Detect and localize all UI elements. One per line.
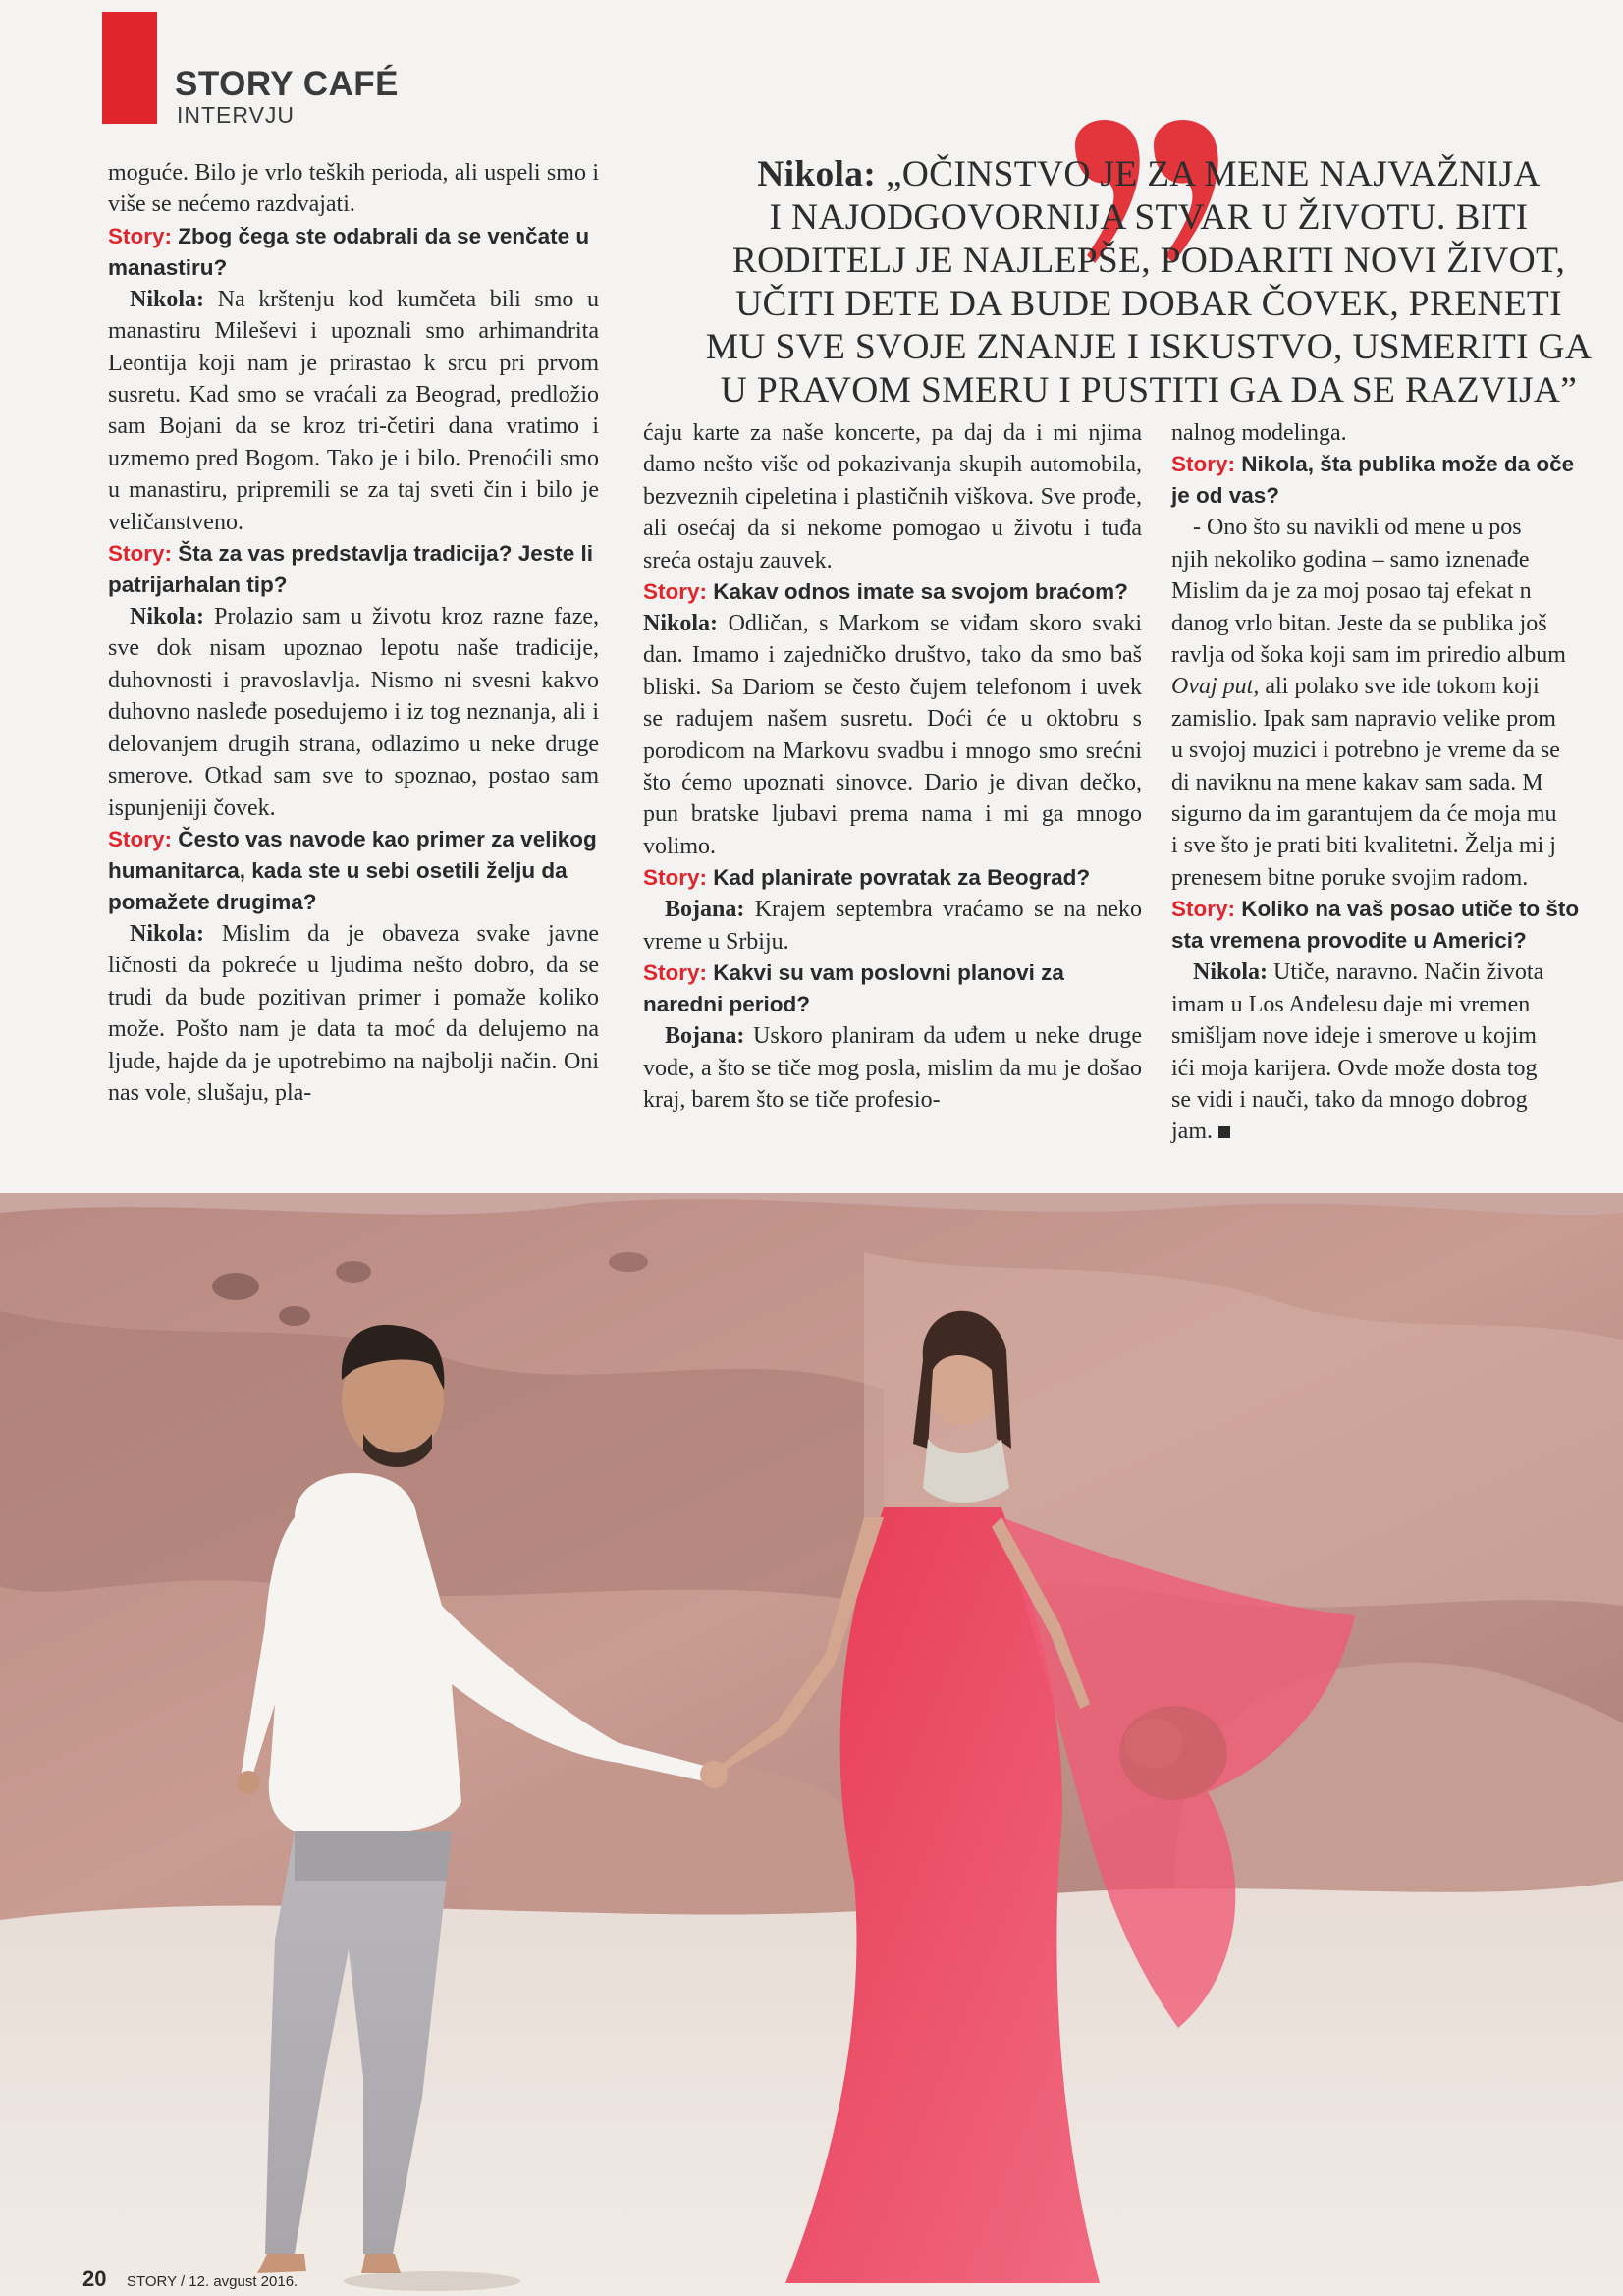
article-column-3 [1171,417,1623,1148]
interview-question [643,957,1142,1020]
answer-line: njih nekoliko godina – samo iznenađe [1171,546,1530,573]
question-label: Story: [108,826,173,851]
question-text: Kakvi su vam poslovni planovi za naredni period? [643,960,1064,1017]
question-text: Kakav odnos imate sa svojom braćom? [713,579,1128,605]
section-subtitle: INTERVJU [177,102,296,128]
interview-question [1171,449,1623,480]
question-label: Story: [108,223,173,248]
answer-line [1171,671,1623,702]
question-text: Često vas navode kao primer za velikog humanitarca, kada ste u sebi osetili želju da pomažete drugima? [108,826,597,914]
interview-question-cont: sta vremena provodite u Americi? [1171,928,1527,954]
question-label: Story: [108,541,173,567]
question-label: Story: [1171,452,1236,477]
interview-answer [108,601,599,824]
answer-text: Prolazio sam u životu kroz razne faze, sve dok nisam upoznao lepotu naše tradicije, duhovnosti i pravoslavlja. Nismo ni svesni kakvo duhovno nasleđe posedujemo i iz tog neznanja, ali i delovanjem drugih strana, odlazimo u neke druge smerove. Otkad sam sve to spoznao, postao sam ispunjeniji čovek. [108,604,600,821]
album-title: Ovaj put, [1171,674,1260,700]
answer-line: i sve što je prati biti kvalitetni. Želja mi j [1171,833,1556,859]
paragraph: moguće. Bilo je vrlo teških perioda, ali uspeli smo i više se nećemo razdvajati. [108,160,599,218]
page-footer [82,2267,298,2292]
section-accent-bar [102,12,157,124]
pull-quote-line: I NAJODGOVORNIJA STVAR U ŽIVOTU. BITI [769,197,1529,238]
interview-answer [108,284,599,538]
answer-text: Odličan, s Markom se viđam skoro svaki dan. Imamo i zajedničko društvo, tako da smo baš bliski. Sa Dariom se često čujem telefonom i uvek se radujem našem susretu. Doći će u oktobru s porodicom na Markovu svadbu i mnogo smo srećni što ćemo upoznati sinovce. Dario je divan dečko, pun bratske ljubavi prema nama i mi ga mnogo volimo. [643,611,1142,859]
answer-text: Na krštenju kod kumčeta bili smo u manastiru Mileševi i upoznali smo arhimandrita Leontija koji nam je prirastao k srcu pri prvom susretu. Kad smo se vraćali za Beograd, predložio sam Bojani da se kroz tri-četiri dana vratimo i uzmemo pred Bogom. Tako je i bilo. Prenoćili smo u manastiru, pripremili se za taj sveti čin i bilo je veličanstveno. [108,286,599,535]
question-label: Story: [1171,897,1236,922]
end-of-article-icon [1218,1126,1230,1138]
answer-line: sigurno da im garantujem da će moja mu [1171,801,1557,828]
question-text: Zbog čega ste odabrali da se venčate u manastiru? [108,223,590,280]
answer-line: Mislim da je za moj posao taj efekat n [1171,578,1532,605]
couple-desert-photo [0,1193,1623,2296]
pull-quote-line: U PRAVOM SMERU I PUSTITI GA DA SE RAZVIJA” [720,370,1578,410]
magazine-issue: STORY / 12. avgust 2016. [126,2273,298,2290]
answer-text: Mislim da je obaveza svake javne ličnosti da pokreće u ljudima nešto dobro, da se trudi da bude pozitivan primer i pomaže koliko može. Pošto nam je data ta moć da delujemo na ljude, hajde da je upotrebimo na najbolji način. Oni nas vole, slušaju, pla- [108,920,599,1106]
pull-quote-speaker: Nikola: [757,154,877,194]
answer-text: Utiče, naravno. Način života [1268,959,1544,986]
interview-question [108,221,599,284]
answer-line: se vidi i nauči, tako da mnogo dobrog [1171,1086,1528,1113]
answer-line [1171,1116,1623,1147]
interview-question-cont: je od vas? [1171,483,1280,509]
interview-question [108,538,599,601]
pull-quote-line: „OČINSTVO JE ZA MENE NAJVAŽNIJA [885,154,1541,194]
question-label: Story: [643,579,708,605]
interview-answer [643,1020,1142,1116]
answer-line [1171,957,1623,988]
answer-line: ići moja karijera. Ovde može dosta tog [1171,1055,1538,1081]
pull-quote [687,153,1610,412]
page-number: 20 [82,2267,107,2291]
paragraph-line: nalnog modelinga. [1171,420,1347,446]
answer-line: di naviknu na mene kakav sam sada. M [1171,769,1543,795]
answer-line: prenesem bitne poruke svojim radom. [1171,864,1529,891]
interview-answer [643,608,1142,862]
pull-quote-line: MU SVE SVOJE ZNANJE I ISKUSTVO, USMERITI GA [705,327,1593,367]
question-label: Story: [643,960,708,986]
pull-quote-line: UČITI DETE DA BUDE DOBAR ČOVEK, PRENETI [735,284,1562,324]
interview-question [108,824,599,918]
answer-line: - Ono što su navikli od mene u pos [1193,515,1522,541]
answer-line: imam u Los Anđelesu daje mi vremen [1171,991,1531,1017]
speaker-label: Nikola: [643,611,719,637]
interview-answer [643,894,1142,957]
section-title: STORY CAFÉ [175,65,400,103]
speaker-label: Bojana: [665,897,745,923]
answer-text: jam. [1171,1119,1213,1145]
speaker-label: Nikola: [130,286,205,312]
speaker-label: Nikola: [130,604,205,630]
answer-line: u svojoj muzici i potrebno je vreme da se [1171,738,1560,764]
article-column-2 [643,417,1142,1116]
pull-quote-line: RODITELJ JE NAJLEPŠE, PODARITI NOVI ŽIVOT, [731,241,1566,281]
question-text: Koliko na vaš posao utiče to što [1241,897,1580,922]
speaker-label: Nikola: [1193,959,1269,986]
article-column-1 [108,157,599,1109]
interview-answer [108,918,599,1109]
answer-line: danog vrlo bitan. Jeste da se publika još [1171,610,1547,636]
speaker-label: Nikola: [130,920,205,947]
paragraph: ćaju karte za naše koncerte, pa daj da i mi njima damo nešto više od pokazivanja skupih automobila, bezveznih cipeletina i plastičnih viškova. Sve prođe, ali osećaj da si nekome pomogao u životu i tuđa sreća ostaju zauvek. [643,420,1142,574]
question-text: Kad planirate povratak za Beograd? [713,865,1091,891]
answer-line: zamislio. Ipak sam napravio velike prom [1171,705,1556,732]
question-text: Šta za vas predstavlja tradicija? Jeste li patrijarhalan tip? [108,541,593,598]
speaker-label: Bojana: [665,1023,745,1050]
interview-question [1171,894,1623,925]
answer-line: smišljam nove ideje i smerove u kojim [1171,1023,1537,1050]
answer-text: ali polako sve ide tokom koji [1259,674,1540,700]
answer-text: Uskoro planiram da uđem u neke druge vode, a što se tiče mog posla, mislim da mu je došao kraj, barem što se tiče profesio- [643,1023,1143,1113]
answer-line: ravlja od šoka koji sam im priredio album [1171,642,1566,669]
question-text: Nikola, šta publika može da oče [1241,452,1575,477]
interview-question [643,862,1142,894]
interview-question [643,576,1142,608]
answer-text: Krajem septembra vraćamo se na neko vreme u Srbiju. [643,897,1142,955]
question-label: Story: [643,865,708,891]
